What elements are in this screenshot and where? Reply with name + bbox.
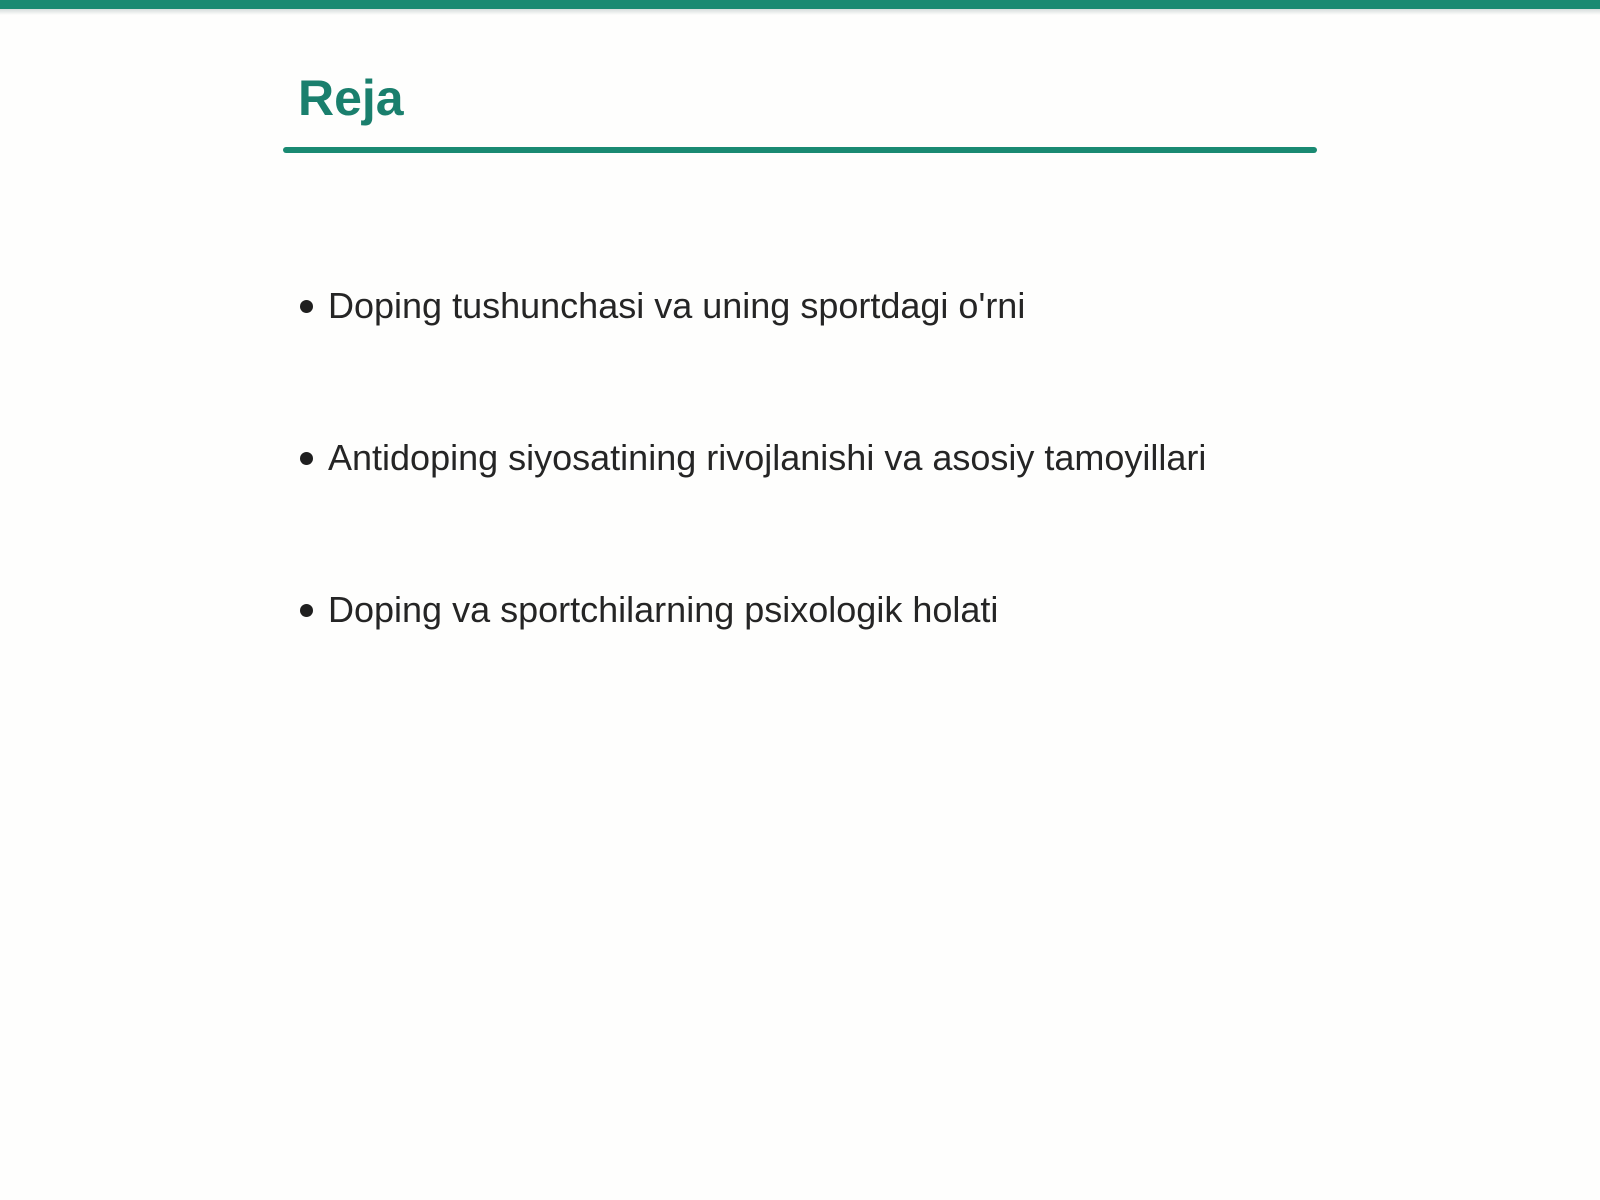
top-bar-shadow — [0, 9, 1600, 15]
list-item — [300, 280, 1206, 432]
bullet-text: Doping va sportchilarning psixologik holati — [328, 589, 999, 630]
list-item — [300, 584, 1206, 736]
bullet-icon — [300, 604, 313, 617]
bullet-list — [300, 280, 1206, 736]
slide-title: Reja — [298, 70, 404, 126]
bullet-icon — [300, 300, 313, 313]
list-item — [300, 432, 1206, 584]
top-accent-bar — [0, 0, 1600, 9]
title-underline — [283, 147, 1317, 153]
bullet-text: Doping tushunchasi va uning sportdagi o'rni — [328, 285, 1026, 326]
bullet-icon — [300, 452, 313, 465]
bullet-text: Antidoping siyosatining rivojlanishi va asosiy tamoyillari — [328, 437, 1207, 478]
